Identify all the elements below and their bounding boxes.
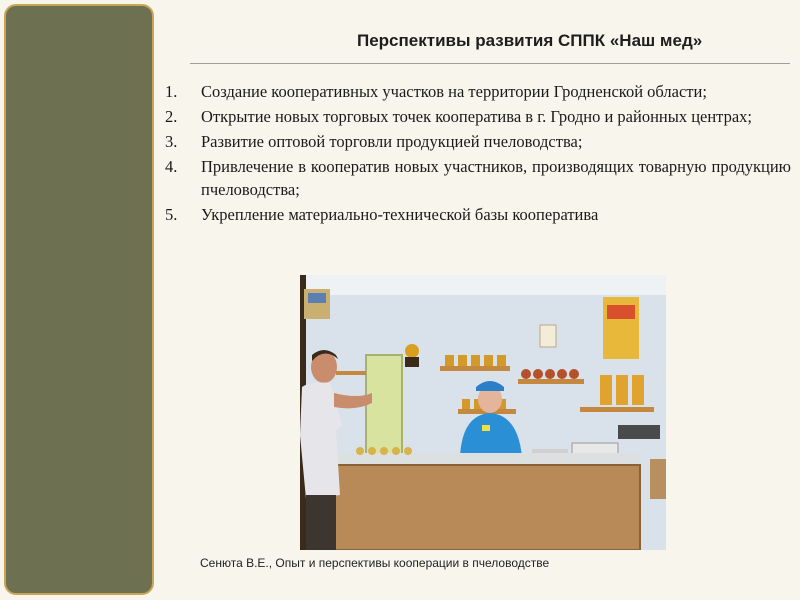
list-number: 2. [165, 107, 178, 126]
title-divider [190, 63, 790, 64]
source-caption: Сенюта В.Е., Опыт и перспективы кооперации в пчеловодстве [200, 556, 550, 570]
perspectives-list [165, 80, 791, 228]
side-panel [4, 4, 154, 595]
list-number: 4. [165, 157, 178, 176]
list-text: Укрепление материально-технической базы кооператива [201, 205, 599, 224]
list-item [165, 80, 791, 103]
list-text: Открытие новых торговых точек кооператива в г. Гродно и районных центрах; [201, 107, 753, 126]
slide-title: Перспективы развития СППК «Наш мед» [357, 31, 703, 50]
list-item [165, 130, 791, 153]
list-text: Создание кооперативных участков на территории Гродненской области; [201, 82, 707, 101]
list-number: 5. [165, 205, 178, 224]
list-text: Развитие оптовой торговли продукцией пчеловодства; [201, 132, 583, 151]
list-number: 1. [165, 82, 178, 101]
list-text: Привлечение в кооператив новых участников, производящих товарную продукцию пчеловодства; [201, 157, 791, 199]
shop-photo-illustration [300, 275, 666, 550]
list-item [165, 203, 791, 226]
list-number: 3. [165, 132, 178, 151]
list-item [165, 105, 791, 128]
list-item [165, 155, 791, 201]
shop-photo [300, 275, 666, 550]
